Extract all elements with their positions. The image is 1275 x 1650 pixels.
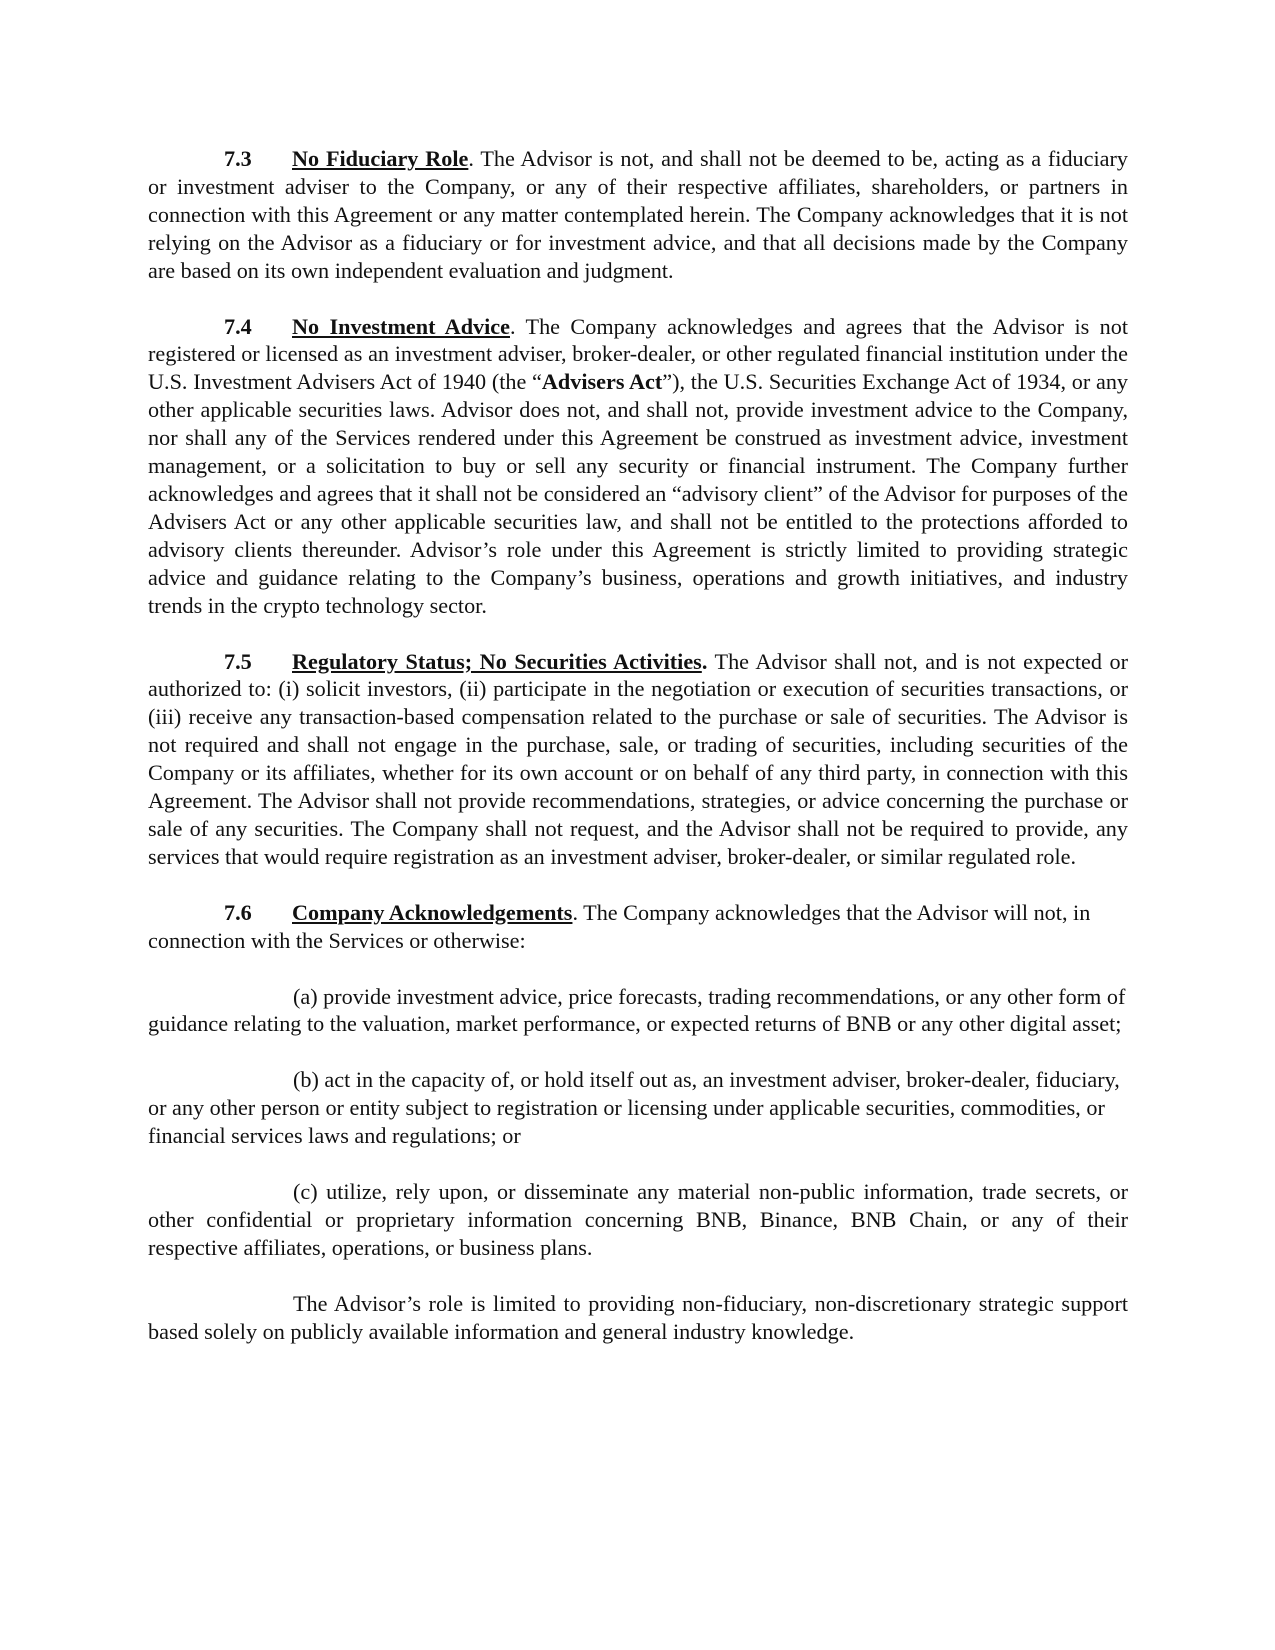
list-item-text: (b) act in the capacity of, or hold itself out as, an investment adviser, broker-dealer, fiduciary, or any other person or entity subject to registration or licensing under applicable securities, commodities, or financial services laws and regulations; or xyxy=(148,1067,1120,1149)
section-heading: Company Acknowledgements xyxy=(292,899,573,925)
section-number: 7.4 xyxy=(224,313,252,339)
section-text-after-term: ”), the U.S. Securities Exchange Act of 1934, or any other applicable securities laws. Advisor does not, and shall not, provide investment advice to the Company, nor shall any of the Services rendered under this Agreement be construed as investment advice, investment management, or a solicitation to buy or sell any security or financial instrument. The Company further acknowledges and agrees that it shall not be considered an “advisory client” of the Advisor for purposes of the Advisers Act or any other applicable securities law, and shall not be entitled to the protections afforded to advisory clients thereunder. Advisor’s role under this Agreement is strictly limited to providing strategic advice and guidance relating to the Company’s business, operations and growth initiatives, and industry trends in the crypto technology sector. xyxy=(148,369,1129,618)
heading-punctuation: . xyxy=(572,899,578,925)
section-text: The Advisor is not, and shall not be deemed to be, acting as a fiduciary or investment adviser to the Company, or any of their respective affiliates, shareholders, or partners in connection with this Agreement or any matter contemplated herein. The Company acknowledges that it is not relying on the Advisor as a fiduciary or for investment advice, and that all decisions made by the Company are based on its own independent evaluation and judgment. xyxy=(148,146,1128,283)
section-7-4 xyxy=(148,313,1128,620)
list-item-a xyxy=(148,983,1128,1039)
section-heading: No Investment Advice xyxy=(292,313,510,339)
section-number: 7.3 xyxy=(224,146,252,171)
section-heading: No Fiduciary Role xyxy=(292,146,469,171)
section-heading: Regulatory Status; No Securities Activities xyxy=(292,648,702,674)
section-text: The Company acknowledges that the Advisor will not, in connection with the Services or otherwise: xyxy=(148,899,1091,953)
defined-term: Advisers Act xyxy=(541,369,663,395)
heading-punctuation: . xyxy=(701,648,708,674)
heading-punctuation: . xyxy=(468,146,474,171)
list-item-text: (a) provide investment advice, price forecasts, trading recommendations, or any other form of guidance relating to the valuation, market performance, or expected returns of BNB or any other digital asset; xyxy=(148,983,1126,1037)
section-7-5 xyxy=(148,648,1128,871)
section-text: The Advisor shall not, and is not expected or authorized to: (i) solicit investors, (ii) participate in the negotiation or execution of securities transactions, or (iii) receive any transaction-based compensation related to the purchase or sale of securities. The Advisor is not required and shall not engage in the purchase, sale, or trading of securities, including securities of the Company or its affiliates, whether for its own account or on behalf of any third party, in connection with this Agreement. The Advisor shall not provide recommendations, strategies, or advice concerning the purchase or sale of any securities. The Company shall not request, and the Advisor shall not be required to provide, any services that would require registration as an investment adviser, broker-dealer, or similar regulated role. xyxy=(148,648,1129,869)
section-number: 7.5 xyxy=(224,648,252,674)
closing-text: The Advisor’s role is limited to providing non-fiduciary, non-discretionary strategic support based solely on publicly available information and general industry knowledge. xyxy=(148,1290,1128,1344)
list-item-c xyxy=(148,1178,1128,1262)
section-number: 7.6 xyxy=(224,899,252,925)
closing-paragraph xyxy=(148,1290,1128,1346)
section-7-6 xyxy=(148,899,1128,955)
heading-punctuation: . xyxy=(510,313,516,339)
list-item-b xyxy=(148,1066,1128,1150)
list-item-text: (c) utilize, rely upon, or disseminate any material non-public information, trade secrets, or other confidential or proprietary information concerning BNB, Binance, BNB Chain, or any of their respective affiliates, operations, or business plans. xyxy=(148,1179,1128,1260)
section-text-before-term: The Company acknowledges and agrees that the Advisor is not registered or licensed as an investment adviser, broker-dealer, or other regulated financial institution under the U.S. Investment Advisers Act of 1940 (the “ xyxy=(148,313,1128,395)
section-7-3 xyxy=(148,145,1128,285)
document-page xyxy=(148,145,1128,1374)
